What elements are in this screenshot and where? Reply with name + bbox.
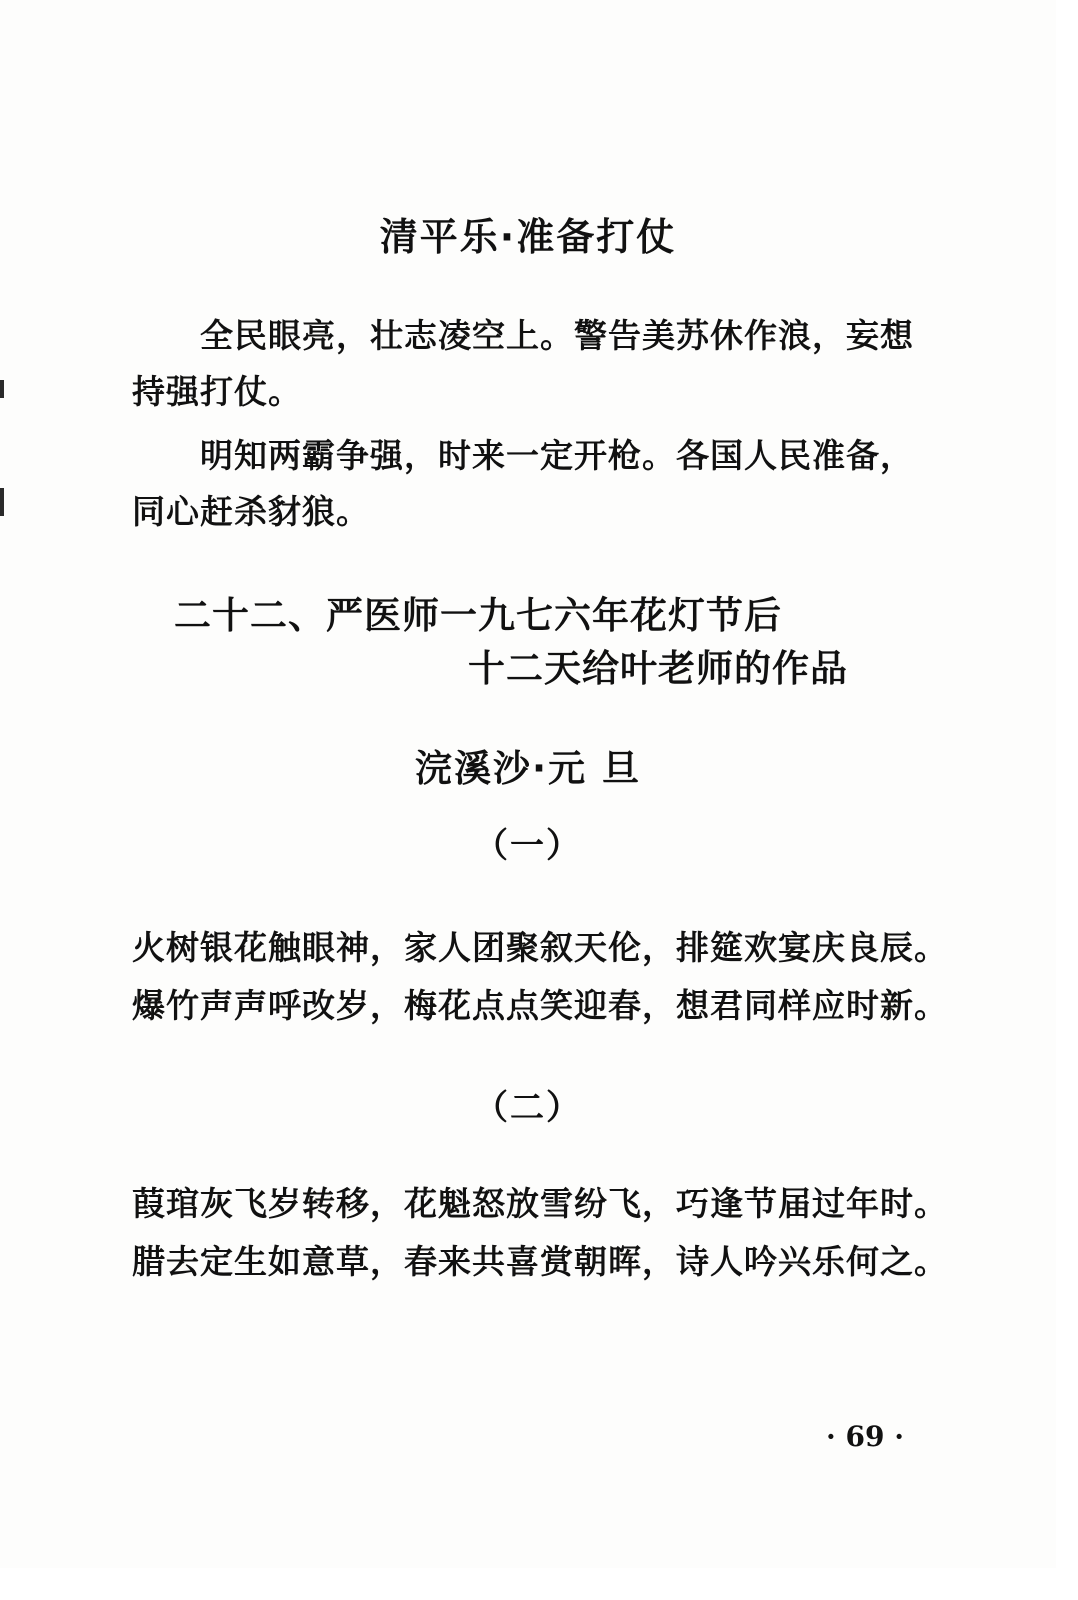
- poem-title-qingpingle: 清平乐·准备打仗: [379, 215, 677, 259]
- page-number: · 69 ·: [826, 1420, 904, 1453]
- poem-line: 同心赶杀豺狼。: [132, 492, 370, 531]
- poem-line: 腊去定生如意草，春来共喜赏朝晖，诗人吟兴乐何之。: [132, 1242, 948, 1281]
- poem-title-huanxisha: 浣溪沙·元 旦: [415, 747, 641, 790]
- poem-line: 葭琯灰飞岁转移，花魁怒放雪纷飞，巧逢节届过年时。: [132, 1184, 948, 1223]
- poem-line: 全民眼亮，壮志凌空上。警告美苏休作浪，妄想: [200, 316, 914, 355]
- poem-line: 火树银花触眼神，家人团聚叙天伦，排筵欢宴庆良辰。: [132, 928, 948, 967]
- section-heading: 二十二、严医师一九七六年花灯节后: [174, 594, 782, 637]
- part-label: （二）: [474, 1088, 582, 1128]
- scan-edge-mark: [0, 380, 4, 398]
- poem-line: 爆竹声声呼改岁，梅花点点笑迎春，想君同样应时新。: [132, 986, 948, 1025]
- poem-line: 明知两霸争强，时来一定开枪。各国人民准备，: [200, 436, 914, 475]
- scan-edge-mark: [0, 488, 4, 516]
- section-heading-continued: 十二天给叶老师的作品: [468, 647, 848, 690]
- poem-line: 持强打仗。: [132, 372, 302, 411]
- part-label: （一）: [474, 826, 582, 866]
